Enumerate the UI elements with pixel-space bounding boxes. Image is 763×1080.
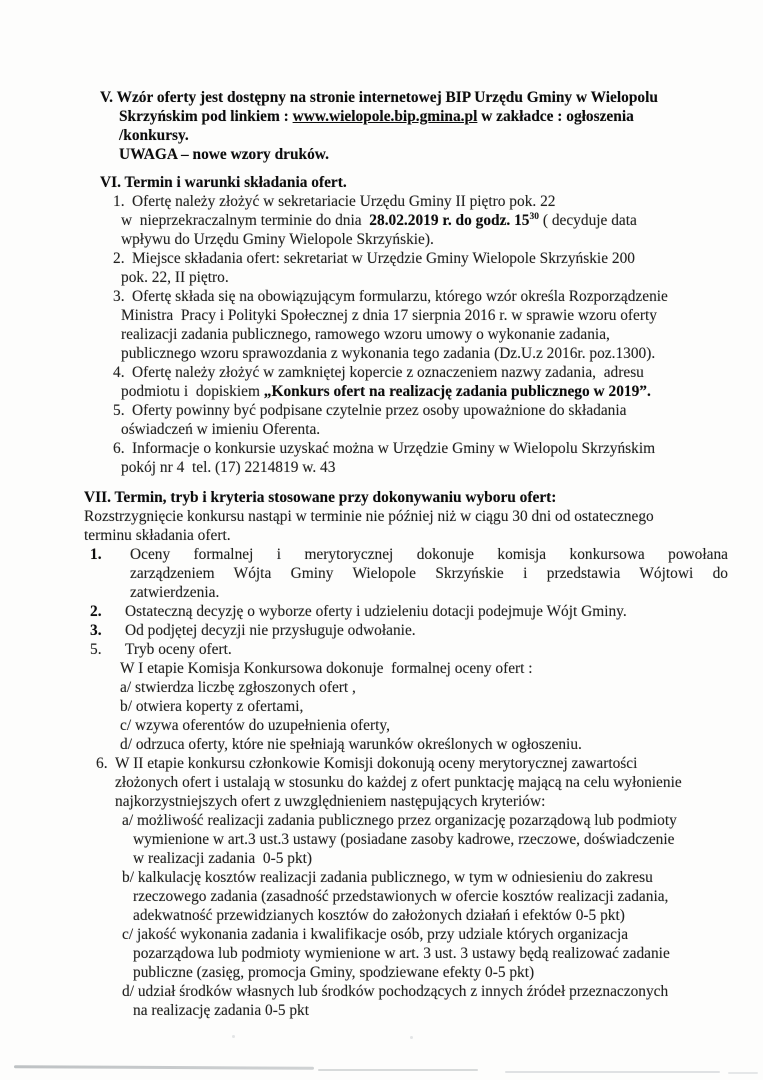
- vii-item-1-line3: zatwierdzenia.: [130, 584, 220, 601]
- vi-item-5-text: Oferty powinny być podpisane czytelnie przez osoby upoważnione do składania: [132, 402, 627, 419]
- vii-item-2-text: Ostateczną decyzję o wyborze oferty i udzieleniu dotacji podejmuje Wójt Gminy.: [125, 603, 627, 620]
- section-vi: [84, 173, 744, 477]
- vi-item-4-number: 4.: [113, 364, 125, 381]
- vi-item-3: [84, 287, 744, 363]
- section-v-line2-pre: Skrzyńskim pod linkiem :: [119, 108, 293, 125]
- vii-item-6-point-c-line1: c/ jakość wykonania zadania i kwalifikacje osób, przy udziale których organizacja: [122, 926, 629, 943]
- vi-item-3-text: Ofertę składa się na obowiązującym formularzu, którego wzór określa Rozporządzenie: [132, 288, 668, 305]
- vii-item-6-point-b-line3: adekwatność przewidzianych kosztów do założonych działań i efektów 0-5 pkt): [133, 907, 625, 924]
- section-vi-heading: VI. Termin i warunki składania ofert.: [100, 174, 347, 191]
- vii-item-5-number: 5.: [90, 641, 102, 658]
- vi-item-1-line1: [84, 192, 744, 211]
- vii-item-1: [84, 545, 744, 602]
- section-v-text: Wzór oferty jest dostępny na stronie internetowej BIP Urzędu Gminy w Wielopolu: [116, 89, 658, 106]
- vii-item-6-point-d-line1: d/ udział środków własnych lub środków pochodzących z innych źródeł przeznaczonych: [122, 983, 669, 1000]
- vii-item-6-point-d-line2: na realizację zadania 0-5 pkt: [133, 1002, 310, 1019]
- scan-speck: [232, 1035, 235, 1038]
- vii-item-5-point-a: a/ stwierdza liczbę zgłoszonych ofert ,: [120, 679, 356, 696]
- vii-item-6: [84, 754, 744, 1020]
- vii-item-1-line2: zarządzeniem Wójta Gminy Wielopole Skrzyńskie i przedstawia Wójtowi do: [130, 565, 728, 582]
- vi-item-1: [84, 192, 744, 249]
- vi-item-4-line1: [84, 363, 744, 382]
- vii-item-3: [84, 621, 744, 640]
- vi-item-2-line1: [84, 249, 744, 268]
- scan-speck: [410, 1036, 413, 1039]
- vi-item-1-number: 1.: [113, 193, 125, 210]
- vi-item-5-line2: oświadczeń w imieniu Oferenta.: [121, 421, 321, 438]
- section-vii: [84, 488, 744, 1020]
- vii-item-6-line1: [84, 754, 744, 773]
- vi-item-4-line2: [84, 382, 744, 401]
- vii-item-2-number: 2.: [90, 603, 102, 620]
- vii-item-6-point-a-line3: w realizacji zadania 0-5 pkt): [133, 850, 313, 867]
- vii-item-5-stage1-line: W I etapie Komisja Konkursowa dokonuje formalnej oceny ofert :: [120, 660, 533, 677]
- vii-item-6-number: 6.: [96, 755, 108, 772]
- section-v-uwaga-line: UWAGA – nowe wzory druków.: [119, 146, 329, 163]
- vii-intro-line1: Rozstrzygnięcie konkursu nastąpi w terminie nie później niż w ciągu 30 dni od ostatecznego: [84, 508, 654, 525]
- vi-item-5-line1: [84, 401, 744, 420]
- vii-item-5-line1: [84, 640, 744, 659]
- scan-edge-shadow: [14, 1065, 314, 1070]
- vi-item-5: [84, 401, 744, 439]
- vii-item-6-line3: najkorzystniejszych ofert z uwzględnieniem następujących kryteriów:: [115, 793, 546, 810]
- vi-item-3-line1: [84, 287, 744, 306]
- vii-item-6-point-c-line2: pozarządowa lub podmioty wymienione w art. 3 ust. 3 ustawy będą realizować zadanie: [133, 945, 670, 962]
- vi-item-3-number: 3.: [113, 288, 125, 305]
- section-v: [84, 88, 744, 164]
- vi-item-3-line3: realizacji zadania publicznego, ramowego wzoru umowy o wykonanie zadania,: [121, 326, 610, 343]
- competition-title-quote: „Konkurs ofert na realizację zadania publicznego w 2019”.: [263, 383, 651, 400]
- vii-intro-line2: terminu składania ofert.: [84, 527, 231, 544]
- vi-item-6-text: Informacje o konkursie uzyskać można w Urzędzie Gminy w Wielopolu Skrzyńskim: [132, 440, 656, 457]
- section-v-line2: [84, 107, 744, 126]
- vii-item-6-point-a-line1: a/ możliwość realizacji zadania publicznego przez organizację pozarządową lub podmioty: [122, 812, 677, 829]
- scan-edge-shadow: [728, 1072, 758, 1074]
- vii-item-5-point-b: b/ otwiera koperty z ofertami,: [120, 698, 304, 715]
- bip-url-link[interactable]: www.wielopole.bip.gmina.pl: [292, 108, 478, 125]
- vi-item-4-text: Ofertę należy złożyć w zamkniętej kopercie z oznaczeniem nazwy zadania, adresu: [132, 364, 644, 381]
- vi-item-1-line2: [84, 211, 744, 230]
- section-v-line2-post: w zakładce : ogłoszenia: [477, 108, 634, 125]
- vii-item-6-text: W II etapie konkursu członkowie Komisji dokonują oceny merytorycznej zawartości: [115, 755, 638, 772]
- section-v-heading-line: [84, 88, 744, 107]
- section-v-number: V.: [100, 89, 113, 106]
- deadline-date: 28.02.2019 r. do godz. 15: [369, 212, 530, 229]
- vii-item-5-text: Tryb oceny ofert.: [125, 641, 232, 658]
- vi-item-6-phone-line: pokój nr 4 tel. (17) 2214819 w. 43: [121, 459, 336, 476]
- vii-item-6-point-c-line3: publiczne (zasięg, promocja Gminy, spodziewane efekty 0-5 pkt): [133, 964, 535, 981]
- vii-item-1-text: Oceny formalnej i merytorycznej dokonuje komisja konkursowa powołana: [130, 546, 728, 563]
- vii-item-1-line1: [84, 545, 728, 564]
- section-vii-heading: VII. Termin, tryb i kryteria stosowane przy dokonywaniu wyboru ofert:: [84, 489, 557, 506]
- vi-item-2-text: Miejsce składania ofert: sekretariat w Urzędzie Gminy Wielopole Skrzyńskie 200: [132, 250, 635, 267]
- vii-item-5-point-d: d/ odrzuca oferty, które nie spełniają warunków określonych w ogłoszeniu.: [120, 736, 582, 753]
- vii-item-2: [84, 602, 744, 621]
- vi-item-2-line2: pok. 22, II piętro.: [121, 269, 229, 286]
- vii-item-3-number: 3.: [90, 622, 102, 639]
- deadline-time-superscript: 30: [529, 211, 539, 222]
- vi-item-6-number: 6.: [113, 440, 125, 457]
- vi-item-1-text: Ofertę należy złożyć w sekretariacie Urzędu Gminy II piętro pok. 22: [132, 193, 556, 210]
- vi-item-1-line2-pre: w nieprzekraczalnym terminie do dnia: [121, 212, 370, 229]
- vii-item-6-point-a-line2: wymienione w art.3 ust.3 ustawy (posiadane zasoby kadrowe, rzeczowe, doświadczenie: [133, 831, 675, 848]
- vi-item-3-line2: Ministra Pracy i Polityki Społecznej z dnia 17 sierpnia 2016 r. w sprawie wzoru oferty: [121, 307, 657, 324]
- vii-item-5-point-c: c/ wzywa oferentów do uzupełnienia oferty,: [120, 717, 390, 734]
- scan-edge-shadow: [505, 1071, 720, 1073]
- vi-item-1-line3: wpływu do Urzędu Gminy Wielopole Skrzyńskie).: [121, 231, 434, 248]
- vi-item-2: [84, 249, 744, 287]
- section-v-line3: /konkursy.: [119, 127, 189, 144]
- vii-item-3-text: Od podjętej decyzji nie przysługuje odwołanie.: [125, 622, 416, 639]
- vii-item-1-number: 1.: [90, 546, 102, 563]
- vii-item-5: [84, 640, 744, 754]
- vi-item-3-line4: publicznego wzoru sprawozdania z wykonania tego zadania (Dz.U.z 2016r. poz.1300).: [121, 345, 656, 362]
- vii-item-6-point-b-line1: b/ kalkulację kosztów realizacji zadania publicznego, w tym w odniesieniu do zakresu: [122, 869, 653, 886]
- vi-item-5-number: 5.: [113, 402, 125, 419]
- vi-item-1-line2-post: ( decyduje data: [539, 212, 637, 229]
- scan-edge-shadow: [318, 1069, 478, 1071]
- vi-item-4-line2-pre: podmiotu i dopiskiem: [121, 383, 264, 400]
- vi-item-6: [84, 439, 744, 477]
- document-content: [84, 88, 744, 1020]
- vii-item-6-point-b-line2: rzeczowego zadania (zasadność przedstawionych w ofercie kosztów realizacji zadania,: [133, 888, 669, 905]
- vi-item-2-number: 2.: [113, 250, 125, 267]
- vi-item-4: [84, 363, 744, 401]
- vii-item-6-line2: złożonych ofert i ustalają w stosunku do każdej z ofert punktację mającą na celu wyłonienie: [115, 774, 682, 791]
- vi-item-6-line1: [84, 439, 744, 458]
